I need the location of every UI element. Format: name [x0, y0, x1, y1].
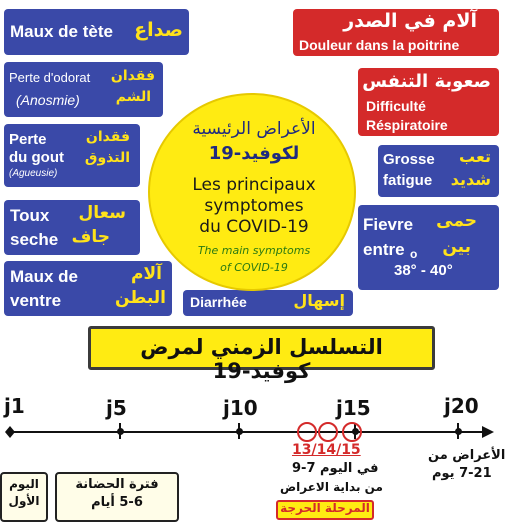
- symptom-stomach-ache-ar2: البطن: [114, 288, 166, 308]
- timeline-highlight-days: 13/14/15: [292, 442, 361, 458]
- symptom-breathing-fr2: Réspiratoire: [366, 117, 448, 133]
- symptom-anosmia-sub: (Anosmie): [16, 92, 80, 108]
- symptom-dry-cough-ar2: جاف: [71, 227, 110, 247]
- critical-phase-label: المرحلة الحرجة: [280, 501, 370, 515]
- symptom-fever: [358, 205, 499, 290]
- symptom-chest-pain-ar: آلام في الصدر: [343, 10, 477, 32]
- symptom-headache: [4, 9, 189, 55]
- first-day-label-2: الأول: [8, 494, 40, 508]
- center-title-fr3: du COVID-19: [199, 217, 309, 237]
- symptom-fever-fr2: entre: [363, 240, 405, 259]
- timeline-marker-day15: [342, 422, 362, 442]
- timeline-label-j10: j10: [223, 396, 258, 420]
- symptom-fatigue-fr2: fatigue: [383, 172, 433, 189]
- symptom-anosmia-ar2: الشم: [115, 89, 151, 105]
- symptom-fever-ar2: بين: [442, 237, 471, 257]
- timeline-axis: [0, 420, 511, 444]
- symptom-ageusia: [4, 124, 140, 187]
- center-title-ar1: الأعراض الرئيسية: [192, 119, 316, 139]
- center-title-fr2: symptomes: [204, 196, 304, 216]
- timeline-dot-j5: [117, 428, 124, 435]
- symptom-chest-pain: [293, 9, 499, 56]
- critical-phase-box: [276, 500, 374, 520]
- symptom-diarrhea-ar: إسهال: [293, 291, 345, 310]
- symptom-ageusia-ar2: التذوق: [84, 150, 130, 166]
- symptom-ageusia-fr2: du gout: [9, 149, 64, 166]
- symptom-anosmia-fr: Perte d'odorat: [9, 70, 91, 85]
- symptom-dry-cough-fr2: seche: [10, 230, 59, 249]
- symptom-dry-cough: [4, 200, 140, 255]
- symptom-stomach-ache-fr1: Maux de: [10, 267, 79, 286]
- center-title-ar2: لكوفيد-19: [208, 143, 300, 164]
- symptom-stomach-ache: [4, 261, 172, 316]
- symptom-fatigue-fr1: Grosse: [383, 151, 435, 168]
- symptom-anosmia: [4, 62, 163, 117]
- symptom-ageusia-fr1: Perte: [9, 131, 47, 148]
- center-title-en1: The main symptoms: [197, 244, 311, 257]
- symptom-fatigue: [378, 145, 499, 197]
- timeline-day-note-1: في اليوم 7-9: [292, 461, 379, 476]
- symptom-dry-cough-fr1: Toux: [10, 206, 50, 225]
- center-title-fr1: Les principaux: [192, 175, 316, 195]
- timeline-right-note-1: الأعراض من: [428, 448, 506, 463]
- incubation-box: [55, 472, 179, 522]
- symptom-fatigue-ar2: شديد: [450, 170, 491, 189]
- first-day-box: [0, 472, 48, 522]
- symptom-dry-cough-ar1: سعال: [78, 203, 126, 223]
- symptom-fever-degree-mark: o: [410, 247, 418, 261]
- timeline-dot-j10: [236, 428, 243, 435]
- symptom-ageusia-sub: (Agueusie): [9, 168, 58, 179]
- incubation-label-2: 5-6 أيام: [91, 495, 143, 510]
- symptom-diarrhea: [183, 290, 353, 316]
- timeline-right-note-2: 7-21 يوم: [432, 466, 492, 481]
- symptom-breathing-ar: صعوبة التنفس: [362, 71, 491, 92]
- timeline-label-j20: j20: [444, 394, 479, 418]
- incubation-label-1: فترة الحضانة: [75, 477, 159, 492]
- symptom-fever-ar1: حمى: [436, 211, 477, 231]
- symptom-stomach-ache-ar1: آلام: [131, 264, 162, 284]
- symptom-breathing-fr1: Difficulté: [366, 98, 426, 114]
- symptom-breathing: [358, 68, 499, 136]
- symptom-diarrhea-fr: Diarrhée: [190, 294, 247, 310]
- symptom-anosmia-ar1: فقدان: [110, 68, 155, 84]
- symptom-chest-pain-fr: Douleur dans la poitrine: [299, 37, 460, 53]
- symptom-headache-fr: Maux de tète: [10, 22, 113, 41]
- timeline-title: التسلسل الزمني لمرض كوفيد-19: [140, 335, 383, 383]
- first-day-label-1: اليوم: [9, 477, 39, 491]
- center-title-en2: of COVID-19: [220, 261, 288, 274]
- timeline-day-note-2: من بداية الاعراض: [280, 480, 383, 494]
- timeline-label-j5: j5: [106, 396, 127, 420]
- main-symptoms-circle: [148, 93, 356, 291]
- symptom-headache-ar: صداع: [134, 19, 183, 41]
- symptom-fever-fr1: Fievre: [363, 215, 414, 234]
- symptom-fatigue-ar1: تعب: [459, 147, 491, 166]
- timeline-dot-j20: [455, 428, 462, 435]
- timeline-marker-day13: [297, 422, 317, 442]
- timeline-title-banner: [88, 326, 435, 383]
- symptom-stomach-ache-fr2: ventre: [10, 291, 62, 310]
- symptom-ageusia-ar1: فقدان: [85, 129, 130, 145]
- symptom-fever-range: 38° - 40°: [394, 262, 453, 279]
- timeline-label-j1: j1: [4, 394, 25, 418]
- timeline-marker-day14: [318, 422, 338, 442]
- timeline-label-j15: j15: [336, 396, 371, 420]
